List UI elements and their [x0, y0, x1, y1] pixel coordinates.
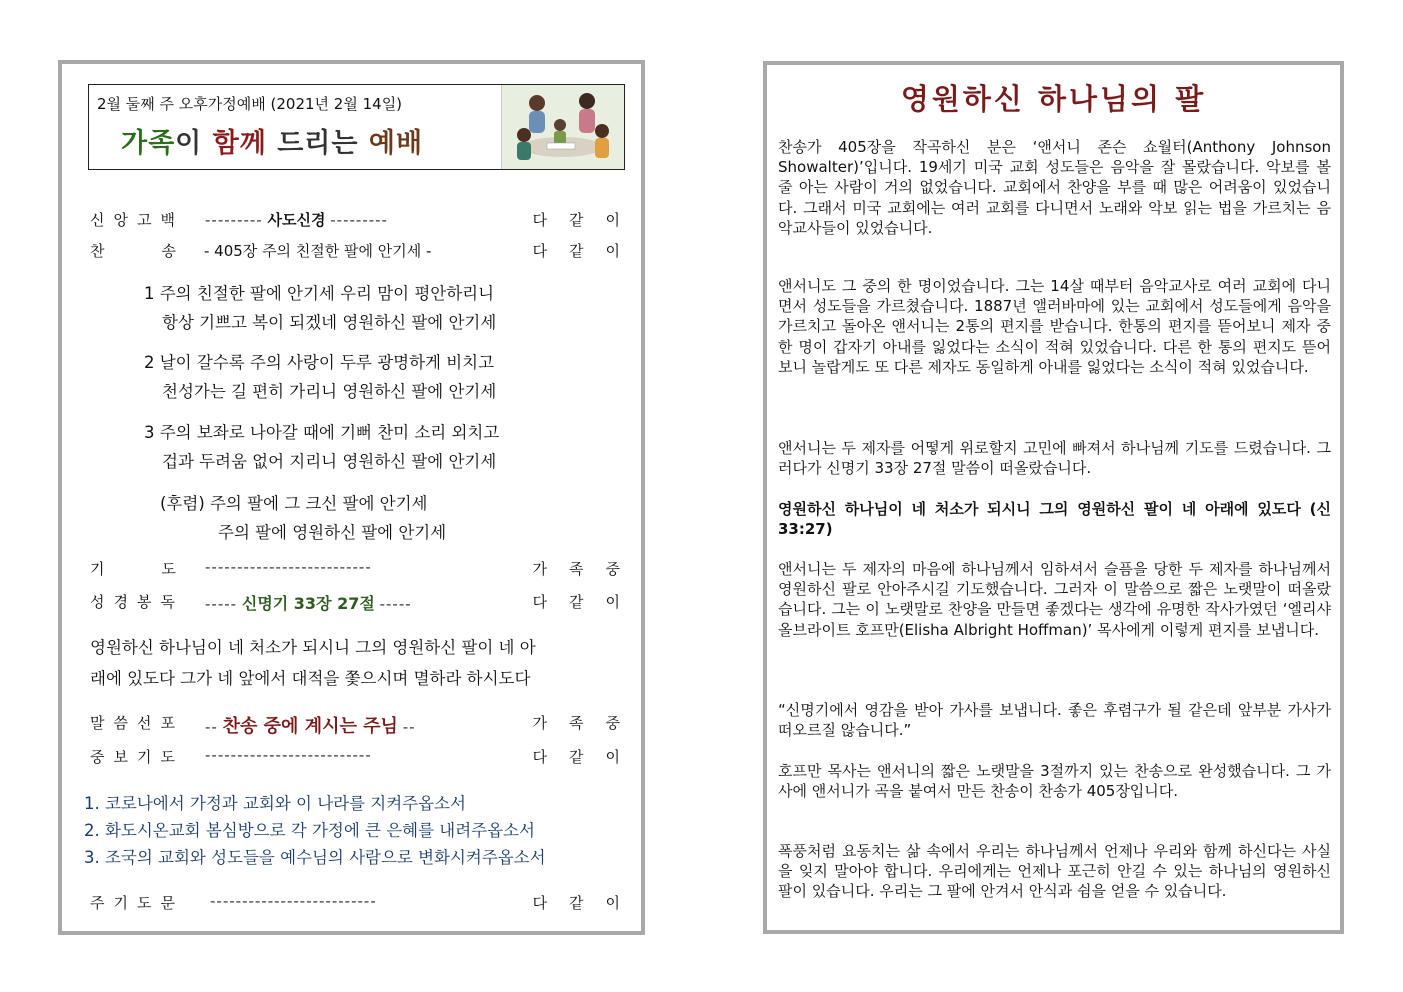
order-row-confession: 신앙고백 --------- 사도신경 --------- 다같이: [90, 211, 642, 229]
hymn-verse: 3 주의 보좌로 나아갈 때에 기뻐 찬미 소리 외치고 겁과 두려움 없어 지리니 영원하신 팔에 안기세: [144, 423, 500, 471]
prayer-list: [84, 790, 546, 871]
order-row-lords-prayer: 주기도문 -------------------------- 다같이: [90, 892, 642, 912]
sermon-title: 찬송 중에 계시는 주님: [222, 716, 398, 737]
family-illustration: [501, 85, 624, 169]
worship-date-subtitle: 2월 둘째 주 오후가정예배 (2021년 2월 14일): [97, 95, 403, 113]
article-paragraph: 찬송가 405장을 작곡하신 분은 ‘앤서니 존슨 쇼월터(Anthony Johnson Showalter)’입니다. 19세기 미국 교회 성도들은 음악을 잘 몰랐습니다. 악보를 볼 줄 아는 사람이 거의 없었습니다. 교회에서 찬양을 부를 때 많은 어려움이 있었습니다. 그래서 미국 교회에는 여러 교회를 다니면서 노래와 악보 읽는 법을 가르치는 음악교사들이 있었습니다.: [778, 138, 1331, 237]
worship-order-panel: [58, 60, 645, 935]
scripture-text: 영원하신 하나님이 네 처소가 되시니 그의 영원하신 팔이 네 아 래에 있도다 그가 네 앞에서 대적을 쫓으시며 멸하라 하시도다: [90, 638, 536, 688]
hymn-verse: 1 주의 친절한 팔에 안기세 우리 맘이 평안하리니 항상 기쁘고 복이 되겠네 영원하신 팔에 안기세: [144, 284, 497, 332]
article-paragraph: 앤서니는 두 제자를 어떻게 위로할지 고민에 빠져서 하나님께 기도를 드렸습니다. 그러다가 신명기 33장 27절 말씀이 떠올랐습니다.: [778, 439, 1331, 478]
hymn-chorus: (후렴) 주의 팔에 그 크신 팔에 안기세 주의 팔에 영원하신 팔에 안기세: [160, 494, 447, 542]
worship-title: 가족이 함께 드리는 예배: [121, 128, 424, 159]
worship-header: [88, 84, 625, 170]
article-paragraph: 앤서니는 두 제자의 마음에 하나님께서 임하셔서 슬픔을 당한 두 제자를 하나님께서 영원하신 팔로 안아주시길 기도했습니다. 그러자 이 말씀으로 짧은 노랫말이 떠올랐습니다. 그는 이 노랫말로 찬양을 만들면 좋겠다는 생각에 유명한 작사가였던 ‘엘리샤 올브라이트 호프만(Elisha Albright Hoffman)’ 목사에게 이렇게 편지를 보냅니다.: [778, 560, 1331, 639]
order-row-sermon: 말씀선포 -- 찬송 중에 계시는 주님 -- 가족중: [90, 714, 642, 737]
article-paragraph: “신명기에서 영감을 받아 가사를 보냅니다. 좋은 후렴구가 될 같은데 앞부분 가사가 떠오르질 않습니다.”: [778, 701, 1331, 740]
article-paragraph: 호프만 목사는 앤서니의 짧은 노랫말을 3절까지 있는 찬송으로 완성했습니다. 그 가사에 앤서니가 곡을 붙여서 만든 찬송이 찬송가 405장입니다.: [778, 762, 1331, 801]
order-row-intercession: 중보기도 -------------------------- 다같이: [90, 746, 642, 766]
article-panel: [763, 61, 1344, 934]
article-scripture-quote: 영원하신 하나님이 네 처소가 되시니 그의 영원하신 팔이 네 아래에 있도다 (신 33:27): [778, 500, 1331, 539]
hymn-verse: 2 날이 갈수록 주의 사랑이 두루 광명하게 비치고 천성가는 길 편히 가리니 영원하신 팔에 안기세: [144, 353, 497, 401]
article-title: 영원하신 하나님의 팔: [900, 82, 1207, 116]
order-item-creed: 사도신경: [267, 211, 326, 229]
list-item: 3. 조국의 교회와 성도들을 예수님의 사람으로 변화시켜주옵소서: [84, 848, 546, 867]
reading-reference: 신명기 33장 27절: [241, 594, 375, 613]
order-row-prayer: 기 도 -------------------------- 가족중: [90, 558, 642, 578]
article-paragraph: 앤서니도 그 중의 한 명이었습니다. 그는 14살 때부터 음악교사로 여러 교회에 다니면서 성도들을 가르쳤습니다. 1887년 앨러바마에 있는 교회에서 성도들에게 음악을 가르치고 돌아온 앤서니는 2통의 편지를 받습니다. 한통의 편지를 뜯어보니 제자 중 한 명이 갑자기 아내를 잃었다는 소식이 적혀 있었습니다. 다른 한 통의 편지도 뜯어보니 놀랍게도 또 다른 제자도 동일하게 아내를 잃었다는 소식이 적혀 있었습니다.: [778, 277, 1331, 376]
article-paragraph: 폭풍처럼 요동치는 삶 속에서 우리는 하나님께서 언제나 우리와 함께 하신다는 사실을 잊지 말아야 합니다. 우리에게는 언제나 포근히 안길 수 있는 하나님의 영원하신 팔이 있습니다. 우리는 그 팔에 안겨서 안식과 쉼을 얻을 수 있습니다.: [778, 842, 1331, 901]
order-row-reading: 성경봉독 ----- 신명기 33장 27절 ----- 다같이: [90, 593, 642, 613]
list-item: 2. 화도시온교회 봄심방으로 각 가정에 큰 은혜를 내려주옵소서: [84, 821, 535, 840]
order-row-hymn: 찬 송 - 405장 주의 친절한 팔에 안기세 - 다같이: [90, 242, 642, 260]
list-item: 1. 코로나에서 가정과 교회와 이 나라를 지켜주옵소서: [84, 794, 466, 813]
